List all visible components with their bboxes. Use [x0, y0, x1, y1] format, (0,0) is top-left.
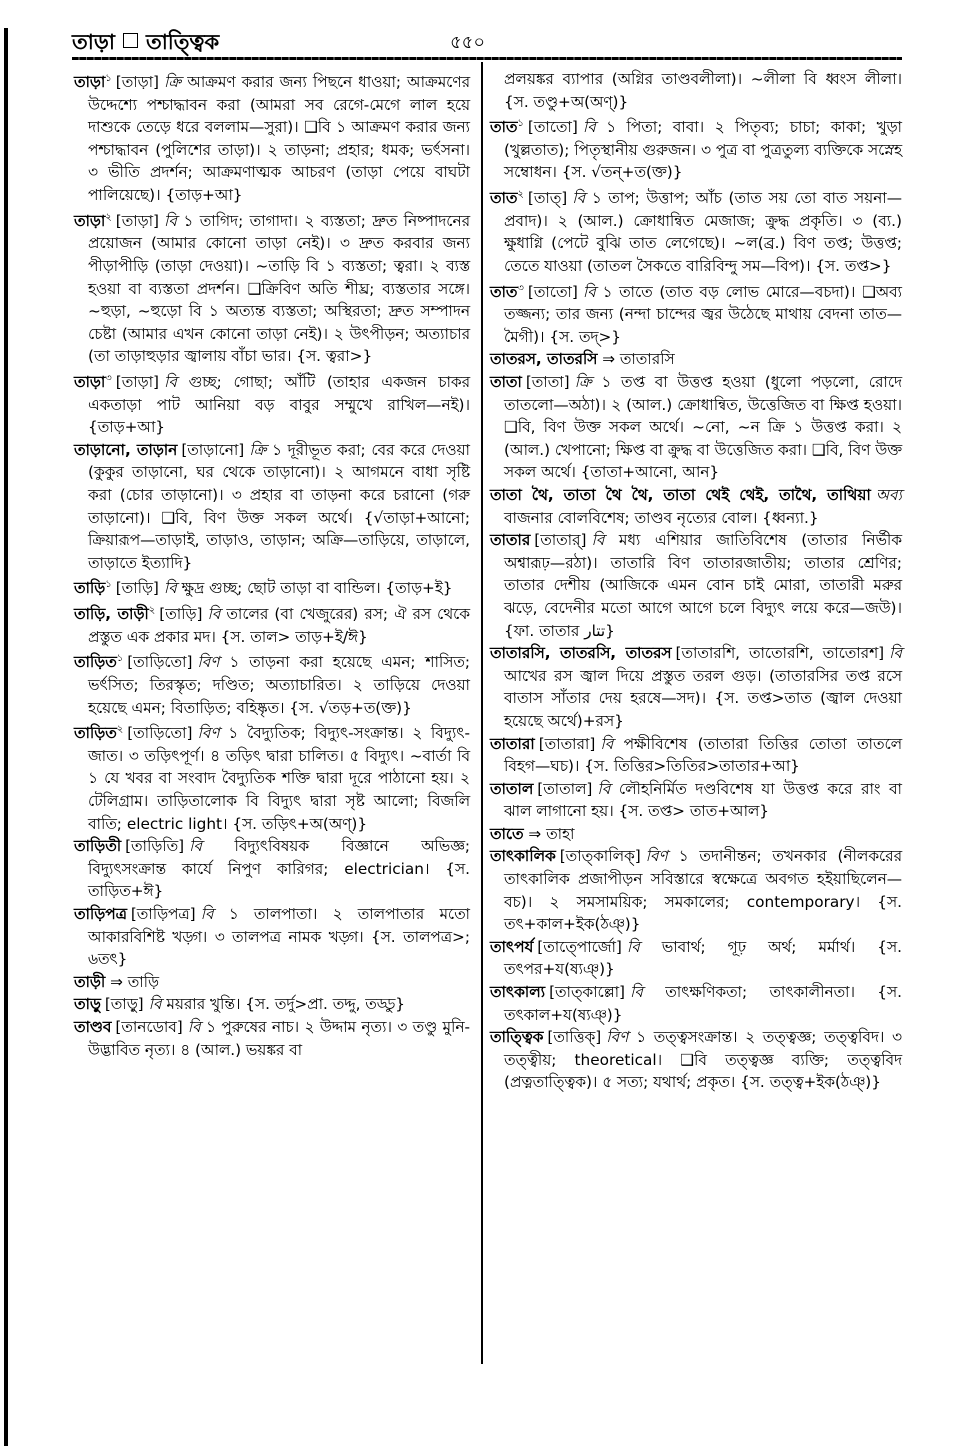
entry-definition: মধ্য এশিয়ার জাতিবিশেষ (তাতার নির্ভীক অশ্বারূঢ়—রঠা)। তাতারি বিণ তাতারজাতীয়; তাতার শ্রেণির; তাতার দেশীয় (আজিকে এমন বোন চাই মোরা, তাতারী মরুর ঝড়ে, বেদেনীর মতো আগে আগে চলে বিদ্যুৎ লয়ে করে—জউ)। {ফা. তাতার تتار}	[504, 531, 902, 640]
entry-headword: তাণ্ডব	[74, 1018, 112, 1036]
entry-pronunciation: [তাত্]	[527, 189, 568, 208]
entry-definition: পক্ষীবিশেষ (তাতারা তিত্তির তোতা তাতলে বিহগ—ঘচ)। {স. তিত্তির>তিতির>তাতার+আ}	[504, 734, 902, 776]
entry-headword: তাত	[490, 282, 518, 301]
entry-sense-number: ২	[105, 211, 112, 223]
left-column	[74, 68, 470, 1061]
entry-definition: ১ তাগিদ; তাগাদা। ২ ব্যস্ততা; দ্রুত নিষ্পাদনের প্রয়োজন (আমার কোনো তাড়া নেই)। ৩ দ্রুত করবার জন্য পীড়াপীড়ি (তাড়া দেওয়া)। ~তাড়ি বি ১ ব্যস্ততা; ত্বরা। ২ ব্যস্ত হওয়া বা ব্যস্ততা প্রদর্শন। ❑ক্রিবিণ অতি শীঘ্র; ব্যস্ততার সঙ্গে। ~হুড়া, ~হুড়ো বি ১ অত্যন্ত ব্যস্ততা; অস্থিরতা; দ্রুত সম্পাদন চেষ্টা (আমার এখন কোনো তাড়া নেই)। ২ উৎপীড়ন; অত্যাচার (তা তাড়াহুড়ার জ্বালায় বাঁচা ভার। {স. ত্বরা>}	[88, 211, 470, 366]
entry-part-of-speech: বিণ	[645, 847, 668, 866]
entry-pronunciation: [তাতারশি, তাতোরশি, তাতোরশ]	[675, 644, 885, 663]
entry-pronunciation: [তাতাল]	[537, 779, 593, 798]
entry-headword: তাতা	[490, 373, 522, 391]
entry-headword: তাতা থৈ, তাতা থৈ থৈ, তাতা থেই থেই, তাথৈ, তাথিয়া	[490, 485, 871, 504]
dictionary-entry	[74, 648, 470, 719]
entry-definition: ১ তত্ত্বসংক্রান্ত। ২ তত্ত্বজ্ঞ; তত্ত্ববিদ। ৩ তত্ত্বীয়; theoretical। ❑বি তত্ত্বজ্ঞ ব্যক্তি; তত্ত্ববিদ (প্রত্নতাত্ত্বিক)। ৫ সত্য; যথার্থ; প্রকৃত। {স. তত্ত্ব+ইক(ঠঞ্)}	[504, 1028, 902, 1092]
entry-pronunciation: [তানডোব]	[115, 1018, 183, 1036]
entry-headword: তাত্ত্বিক	[490, 1028, 544, 1047]
entry-part-of-speech: বি	[591, 531, 605, 550]
dictionary-entry	[490, 936, 902, 981]
entry-definition: ⇒ তাহা	[523, 824, 575, 843]
entry-pronunciation: [তাড়া]	[115, 211, 160, 230]
entry-definition: ১ তপ্ত বা উত্তপ্ত হওয়া (ধুলো পড়লো, রোদে তাতলো—অঠা)। ২ (আল.) ক্রোধান্বিত, উত্তেজিত বা ক্ষিপ্ত হওয়া। ❑বি, বিণ উক্ত সকল অর্থে। ~নো, ~ন ক্রি ১ উত্তপ্ত করা। ২ (আল.) খেপানো; ক্ষিপ্ত বা ক্রুদ্ধ বা উত্তেজিত করা। ❑বি, বিণ উক্ত সকল অর্থে। {তাতা+আনো, আন}	[504, 373, 902, 482]
entry-headword: তাতারসি, তাতরসি, তাতরস	[490, 644, 672, 663]
entry-part-of-speech: বি	[582, 282, 596, 301]
dictionary-entry	[490, 845, 902, 935]
entry-headword: তাড়ী	[74, 972, 106, 991]
dictionary-entry	[490, 484, 902, 529]
entry-headword: তাড়া	[74, 73, 106, 92]
entry-sense-number: ১	[517, 118, 524, 130]
entry-sense-number: ১	[116, 653, 124, 665]
dictionary-entry	[74, 574, 470, 600]
dictionary-entry	[490, 823, 902, 846]
dictionary-entry	[490, 68, 902, 113]
entry-headword: তাড়িপত্র	[74, 905, 127, 924]
entry-part-of-speech: ক্রি	[574, 373, 592, 391]
entry-headword: তাড়ানো, তাড়ান	[74, 440, 178, 459]
entry-headword: তাড়া	[74, 211, 106, 230]
entry-part-of-speech: বি	[626, 937, 640, 956]
dictionary-entry	[74, 368, 470, 439]
entry-pronunciation: [তাত্পোর্জো]	[537, 937, 622, 956]
entry-definition: আখের রস জ্বাল দিয়ে প্রস্তুত তরল গুড়। (তাতারসির তপ্ত রসে বাতাস সাঁতার দেয় হরষে—সদ)। {স. তপ্ত>তাত (জ্বাল দেওয়া হয়েছে অর্থে)+রস}	[504, 666, 902, 730]
entry-definition: ময়রার খুন্তি। {স. তর্দু>প্রা. তদ্দু, তড্ডু}	[161, 995, 405, 1014]
entry-part-of-speech: বি	[200, 905, 214, 924]
dictionary-entry	[490, 733, 902, 778]
entry-part-of-speech: বি	[164, 373, 177, 391]
dictionary-entry	[74, 835, 470, 903]
entry-headword: তাত	[490, 118, 518, 137]
dictionary-entry	[490, 981, 902, 1026]
entry-part-of-speech: বি	[207, 605, 221, 624]
entry-part-of-speech: বি	[889, 644, 902, 663]
entry-headword: তাতাল	[490, 779, 534, 798]
entry-headword: তাড়ি, তাড়ী	[74, 605, 149, 624]
entry-part-of-speech: বিণ	[606, 1028, 629, 1047]
entry-headword: তাতরস, তাতরসি	[490, 350, 598, 369]
entry-definition: ১ পুরুষের নাচ। ২ উদ্দাম নৃত্য। ৩ তণ্ডু মুনি-উদ্ভাবিত নৃত্য। ৪ (আল.) ভয়ঙ্কর বা	[88, 1018, 470, 1059]
entry-headword: তাড়ু	[74, 995, 101, 1014]
entry-part-of-speech: বিণ	[197, 724, 220, 743]
page-header	[72, 26, 902, 56]
entry-part-of-speech: বি	[164, 211, 177, 230]
dictionary-entry	[74, 439, 470, 575]
entry-pronunciation: [তাড়িতো]	[127, 724, 193, 743]
dictionary-entry	[74, 68, 470, 207]
entry-definition: ১ তদানীন্তন; তখনকার (নীলকরের তাৎকালিক প্রজাপীড়ন সবিস্তারে স্বক্ষেত্রে অবগত হইয়াছিলেন—বচ)। ২ সমসাময়িক; সমকালের; contemporary। {স. তৎ+কাল+ইক(ঠঞ্)}	[504, 847, 902, 934]
dictionary-entry	[490, 642, 902, 732]
entry-pronunciation: [তাতা]	[525, 373, 570, 391]
guide-word-last: তাত্ত্বিক	[145, 30, 220, 54]
entry-headword: তাত	[490, 189, 518, 208]
entry-definition: ⇒ তাড়ি	[105, 972, 159, 991]
dictionary-entry	[490, 778, 902, 823]
entry-definition: ১ তালপাতা। ২ তালপাতার মতো আকারবিশিষ্ট খড়্গ। ৩ তালপত্র নামক খড়্গ। {স. তালপত্র>; ৬তৎ}	[88, 905, 470, 969]
entry-definition: বাজনার বোলবিশেষ; তাণ্ডব নৃত্যের বোল। {ধ্বন্যা.}	[504, 508, 819, 527]
entry-pronunciation: [তাতো]	[527, 118, 578, 137]
dictionary-entry	[74, 993, 470, 1016]
entry-headword: তাতারা	[490, 734, 535, 753]
entry-definition: ১ পিতা; বাবা। ২ পিতৃব্য; চাচা; কাকা; খুড়া (খুল্লতাত); পিতৃস্থানীয় গুরুজন। ৩ পুত্র বা পুত্রতুল্য ব্যক্তিকে সস্নেহ সম্বোধন। {স. √তন্+ত(ক্ত)}	[504, 118, 902, 182]
entry-pronunciation: [তাড়িতি]	[125, 837, 185, 856]
entry-pronunciation: [তাড়ি]	[115, 579, 159, 598]
dictionary-entry	[490, 348, 902, 371]
dictionary-entry	[490, 278, 902, 349]
entry-definition: ১ বৈদ্যুতিক; বিদ্যুৎ-সংক্রান্ত। ২ বিদ্যুৎ-জাত। ৩ তড়িৎপূর্ণ। ৪ তড়িৎ দ্বারা চালিত। ৫ বিদ্যুৎ। ~বার্তা বি ১ যে খবর বা সংবাদ বৈদ্যুতিক শক্তি দ্বারা দূরে পাঠানো হয়। ২ টেলিগ্রাম। তাড়িতালোক বি বিদ্যুৎ দ্বারা সৃষ্ট আলো; বিজলি বাতি; electric light। {স. তড়িৎ+অ(অণ্)}	[88, 724, 470, 833]
entry-definition: ⇒ তাতারসি	[597, 350, 675, 369]
entry-pronunciation: [তাড়া]	[115, 73, 159, 92]
entry-sense-number: ২	[148, 605, 156, 617]
entry-definition: ১ তাড়না করা হয়েছে এমন; শাসিত; ভর্ৎসিত; তিরস্কৃত; দণ্ডিত; অত্যাচারিত। ২ তাড়িয়ে দেওয়া হয়েছে এমন; বিতাড়িত; বহিষ্কৃত। {স. √তড়+ত(ক্ত)}	[88, 653, 470, 717]
entry-definition: ১ দূরীভূত করা; বের করে দেওয়া (কুকুর তাড়ানো, ঘর থেকে তাড়ানো)। ২ আগমনে বাধা সৃষ্টি করা (চোর তাড়ানো)। ৩ প্রহার বা তাড়না করে চরানো (গরু তাড়ানো)। ❑বি, বিণ উক্ত সকল অর্থে। {√তাড়া+আনো; ক্রিয়ারূপ—তাড়াই, তাড়াও, তাড়ান; অক্রি—তাড়িয়ে, তাড়ালে, তাড়াতে ইত্যাদি}	[88, 440, 470, 572]
entry-definition: লৌহনির্মিত দণ্ডবিশেষ যা উত্তপ্ত করে রাং বা ঝাল লাগানো হয়। {স. তপ্ত> তাত+আল}	[504, 779, 902, 821]
entry-sense-number: ৩	[105, 372, 112, 384]
entry-part-of-speech: বি	[187, 1018, 201, 1036]
dictionary-entry	[490, 1026, 902, 1094]
entry-part-of-speech: বি	[582, 118, 596, 137]
entry-definition: আক্রমণ করার জন্য পিছনে ধাওয়া; আক্রমণের উদ্দেশ্যে পশ্চাদ্ধাবন করা (আমরা সব রেগে-মেগে লাল হয়ে দাশুকে তেড়ে ধরে বললাম—সুরা)। ❑বি ১ আক্রমণ করার জন্য পশ্চাদ্ধাবন (পুলিশের তাড়া)। ২ তাড়না; প্রহার; ধমক; ভর্ৎসনা। ৩ ভীতি প্রদর্শন; আক্রমণাত্মক আচরণ (তাড়া পেয়ে বাঘটা পালিয়েছে)। {তাড়+আ}	[88, 73, 470, 205]
entry-part-of-speech: বি	[189, 837, 202, 856]
entry-definition: ১ তাপ; উত্তাপ; আঁচ (তাত সয় তো বাত সয়না—প্রবাদ)। ২ (আল.) ক্রোধান্বিত মেজাজ; ক্রুদ্ধ প্রকৃতি। ৩ (ব্য.) ক্ষুধাগ্নি (পেটে বুঝি তাত লেগেছে)। ~ল(ব্র.) বিণ তপ্ত; উত্তপ্ত; তেতে যাওয়া (তাতল সৈকতে বারিবিন্দু সম—বিপ)। {স. তপ্ত>}	[504, 189, 902, 275]
entry-headword: তাড়িত	[74, 724, 117, 743]
entry-definition: ১ তাতে (তাত বড় লোভ মোরে—বচদা)। ❑অব্য তজ্জন্য; তার জন্য (নন্দা চান্দের জ্বর উঠেছে মাথায় বেদনা তাত—মৈগী)। {স. তদ্>}	[504, 282, 902, 346]
entry-pronunciation: [তাতার্]	[534, 531, 587, 550]
dictionary-entry	[74, 971, 470, 994]
dictionary-entry	[74, 207, 470, 368]
entry-part-of-speech: বিণ	[197, 653, 220, 672]
entry-headword: তাতে	[490, 824, 524, 843]
entry-pronunciation: [তাড়িপত্র]	[130, 905, 196, 924]
entry-pronunciation: [তাতারা]	[538, 734, 596, 753]
entry-definition: গুচ্ছ; গোছা; আঁটি (তাহার একজন চাকর একতাড়া পাট আনিয়া বড় বাবুর সম্মুখে রাখিল—নই)। {তাড়+আ}	[88, 373, 470, 437]
entry-headword: তাড়া	[74, 373, 106, 391]
entry-pronunciation: [তাড়া]	[115, 373, 160, 391]
entry-definition: ক্ষুদ্র গুচ্ছ; ছোট তাড়া বা বান্ডিল। {তাড়+ই}	[176, 579, 453, 598]
entry-headword: তাতার	[490, 531, 531, 550]
column-divider	[481, 62, 483, 1364]
entry-pronunciation: [তাত্কালিক্]	[559, 847, 641, 866]
entry-sense-number: ২	[517, 189, 524, 201]
entry-headword: তাড়িত	[74, 653, 117, 672]
entry-pronunciation: [তাড়িতো]	[127, 653, 193, 672]
entry-pronunciation: [তাত্তিক্]	[547, 1028, 602, 1047]
entry-headword: তাৎপর্য	[490, 937, 534, 956]
scan-edge-shadow	[4, 28, 8, 1446]
entry-part-of-speech: বি	[600, 734, 614, 753]
entry-part-of-speech: বি	[597, 779, 611, 798]
dictionary-entry	[490, 184, 902, 277]
dictionary-entry	[74, 719, 470, 835]
entry-pronunciation: [তাড়ানো]	[181, 440, 245, 459]
entry-headword: তাড়ি	[74, 579, 106, 598]
entry-definition: বিদ্যুৎবিষয়ক বিজ্ঞানে অভিজ্ঞ; বিদ্যুৎসংক্রান্ত কার্যে নিপুণ কারিগর; electrician। {স. তাড়িত+ঈ}	[88, 837, 470, 901]
entry-sense-number: ৩	[517, 282, 524, 294]
entry-part-of-speech: ক্রি	[249, 440, 267, 459]
entry-part-of-speech: ক্রি	[164, 73, 182, 92]
entry-definition: তালের (বা খেজুরের) রস; ঐ রস থেকে প্রস্তুত এক প্রকার মদ। {স. তাল> তাড়+ই/ঈ}	[88, 605, 471, 646]
entry-pronunciation: [তাত্কাল্লো]	[549, 983, 625, 1002]
right-column	[490, 68, 902, 1094]
dictionary-entry	[490, 113, 902, 184]
entry-pronunciation: [তাতো]	[527, 282, 578, 301]
entry-headword: তাৎকাল্য	[490, 983, 546, 1002]
guide-word-first: তাড়া	[72, 30, 115, 54]
entry-sense-number: ১	[105, 579, 112, 591]
dictionary-entry	[74, 903, 470, 971]
entry-pronunciation: [তাড়ি]	[159, 605, 203, 624]
dictionary-entry	[74, 600, 470, 648]
entry-part-of-speech: বি	[572, 189, 586, 208]
entry-definition: ভাবার্থ; গূঢ় অর্থ; মর্মার্থ। {স. তৎপর+য(ষ্যঞ্)}	[504, 937, 902, 979]
page-number: ৫৫০	[450, 32, 486, 53]
entry-part-of-speech: বি	[630, 983, 643, 1002]
dictionary-entry	[490, 371, 902, 484]
header-rule	[72, 57, 902, 60]
guide-words	[72, 26, 219, 61]
entry-definition: প্রলয়ঙ্কর ব্যাপার (অগ্নির তাণ্ডবলীলা)। ~লীলা বি ধ্বংস লীলা। {স. তণ্ডু+অ(অণ্)}	[504, 70, 902, 111]
entry-pronunciation: [তাড়ু]	[104, 995, 144, 1014]
entry-sense-number: ১	[105, 73, 112, 84]
entry-headword: তাৎকালিক	[490, 847, 556, 866]
separator-box-icon	[123, 33, 138, 48]
entry-headword: তাড়িতী	[74, 837, 122, 856]
entry-part-of-speech: বি	[163, 579, 177, 598]
entry-definition: তাৎক্ষণিকতা; তাৎকালীনতা। {স. তৎকাল+য(ষ্যঞ্)}	[504, 983, 902, 1024]
dictionary-entry	[490, 529, 902, 642]
entry-part-of-speech: অব্য	[875, 485, 902, 504]
entry-part-of-speech: বি	[148, 995, 162, 1014]
dictionary-entry	[74, 1016, 470, 1061]
entry-sense-number: ২	[116, 724, 124, 736]
